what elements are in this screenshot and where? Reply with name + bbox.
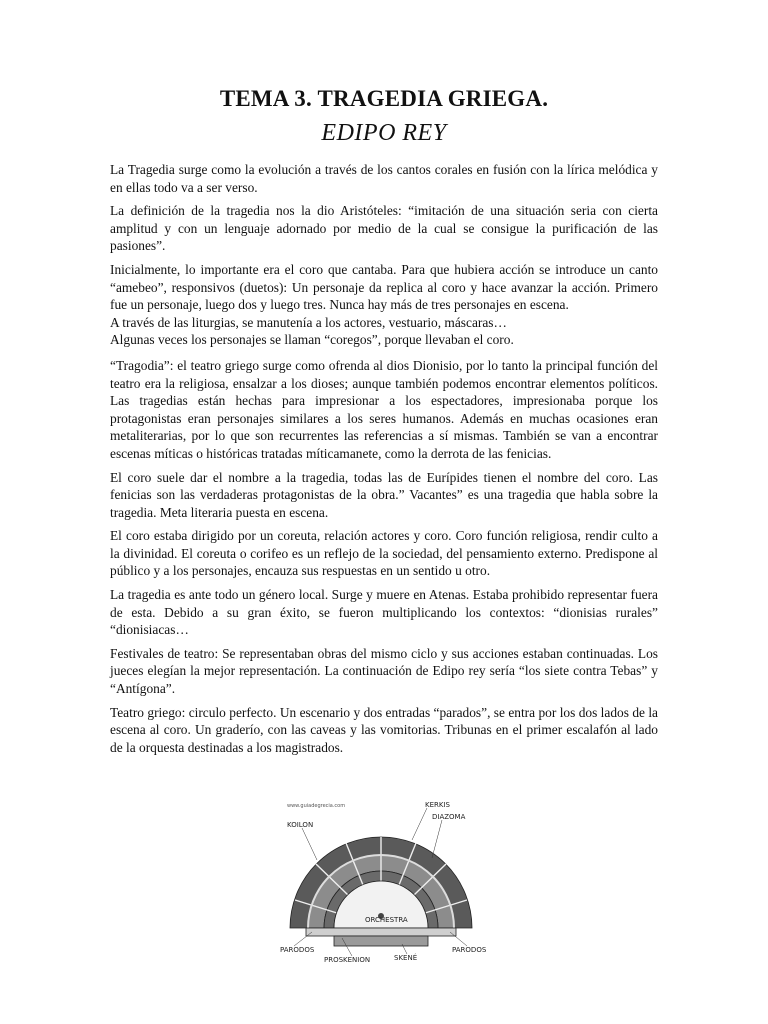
label-diazoma: DIAZOMA (432, 813, 466, 821)
paragraph: A través de las liturgias, se manutenía a los actores, vestuario, máscaras… (110, 314, 507, 330)
paragraph: La definición de la tragedia nos la dio Aristóteles: “imitación de una situación seria con cierta amplitud y con un lenguaje adornado por medio de la cual se consigue la purificación de las pasiones”. (110, 203, 658, 254)
paragraph: La tragedia es ante todo un género local. Surge y muere en Atenas. Estaba prohibido representar fuera de esta. Debido a su gran éxito, se fueron multiplicando los contextos: “dionisias rurales” “dionisiacas… (110, 587, 658, 638)
stage (306, 928, 456, 946)
label-koilon: KOILON (287, 821, 314, 829)
label-orchestra: ORCHESTRA (365, 916, 408, 924)
paragraph: Inicialmente, lo importante era el coro que cantaba. Para que hubiera acción se introduce un canto “amebeo”, responsivos (duetos): Un personaje da replica al coro y hace avanzar la acción. Primero fue un personaje, luego dos y luego tres. Nunca hay más de tres personajes en escena. (110, 261, 658, 313)
paragraph: La Tragedia surge como la evolución a través de los cantos corales en fusión con la lírica melódica y en ellas todo va a ser verso. (110, 162, 658, 195)
label-kerkis: KERKIS (425, 801, 450, 809)
page-title: TEMA 3. TRAGEDIA GRIEGA. (219, 86, 549, 111)
page-subtitle: EDIPO REY (321, 120, 447, 146)
paragraph: Festivales de teatro: Se representaban obras del mismo ciclo y sus acciones estaban continuadas. Los jueces elegían la mejor representación. La continuación de Edipo rey sería “los siete contra Tebas” y “Antígona”. (110, 645, 658, 697)
label-proskenion: PROSKENION (324, 956, 371, 964)
greek-theater-diagram (262, 798, 500, 966)
body-text (110, 161, 658, 762)
label-parodos-left: PARODOS (280, 946, 315, 954)
label-skene: SKENÉ (394, 954, 418, 962)
paragraph: “Tragodia”: el teatro griego surge como ofrenda al dios Dionisio, por lo tanto la principal función del teatro era la religiosa, ensalzar a los dioses; aunque también podemos encontrar elementos políticos. Las tragedias están hechas para impresionar a los espectadores, impresionaba porque los protagonistas eran personajes similares a los seres humanos. Además en muchas ocasiones eran metaliterarias, por lo que son recurrentes las referencias a sí mismas. También se van a encontrar escenas míticas o históricas tratadas míticamanete, como la derrota de las fenicias. (110, 357, 658, 461)
paragraph: Teatro griego: circulo perfecto. Un escenario y dos entradas “parados”, se entra por los dos lados de la escena al coro. Un graderío, con las caveas y las vomitorias. Tribunas en el primer escalafón al lado de la orquesta destinadas a los magistrados. (110, 704, 658, 755)
paragraph: El coro estaba dirigido por un coreuta, relación actores y coro. Coro función religiosa, rendir culto a la divinidad. El coreuta o corifeo es un reflejo de la sociedad, del pensamiento externo. Predispone al público y a los personajes, encauza sus respuestas en un sentido u otro. (110, 528, 658, 579)
label-parodos-right: PARODOS (452, 946, 487, 954)
paragraph: El coro suele dar el nombre a la tragedia, todas las de Eurípides tienen el nombre del coro. Las fenicias son las verdaderas protagonistas de la obra.” Vacantes” es una tragedia que habla sobre la tragedia. Meta literaria puesta en escena. (110, 469, 658, 520)
figure-url: www.guiadegrecia.com (287, 803, 346, 809)
theater-illustration (262, 798, 500, 966)
paragraph: Algunas veces los personajes se llaman “coregos”, porque llevaban el coro. (110, 332, 514, 348)
